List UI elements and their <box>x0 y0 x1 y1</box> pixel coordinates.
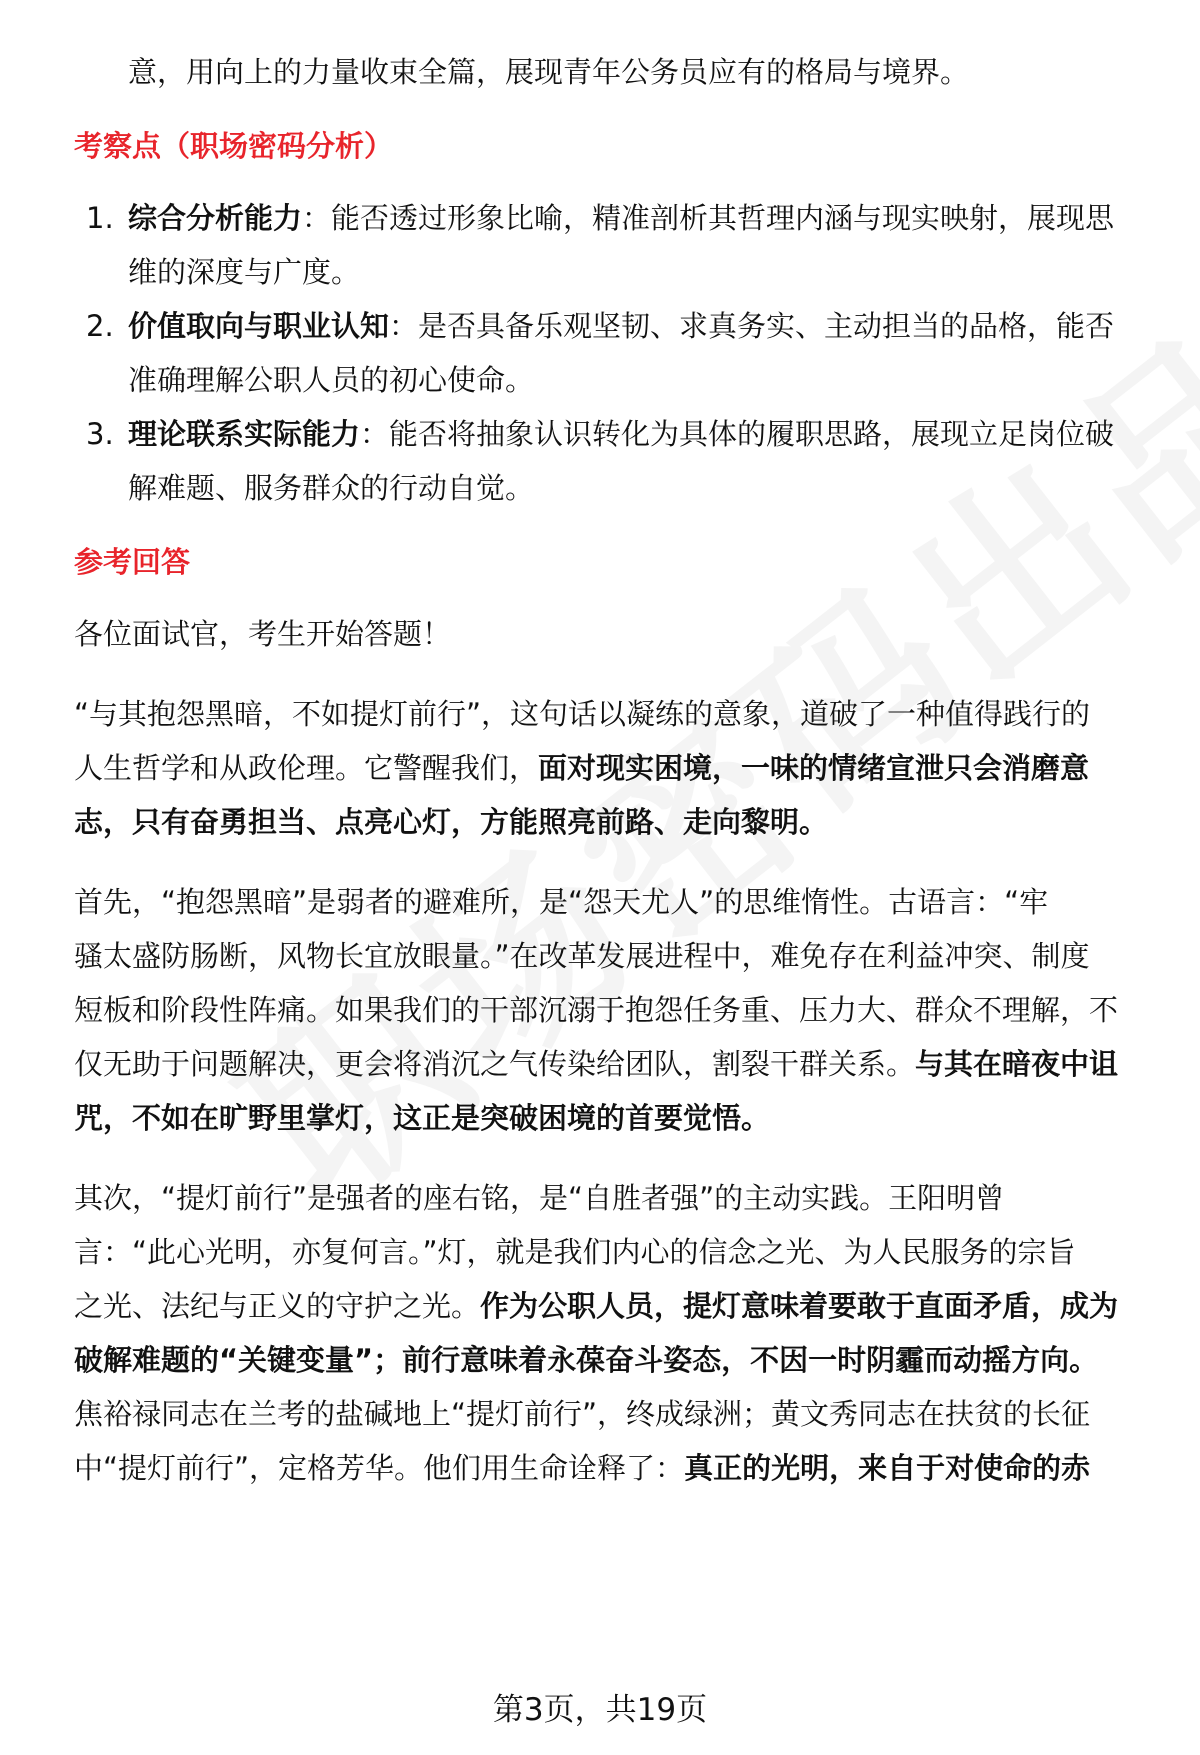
list-item-title: 理论联系实际能力 <box>128 417 361 451</box>
list-item-title: 综合分析能力 <box>128 201 303 235</box>
paragraph-3-emphasis-line: 破解难题的“关键变量”；前行意味着永葆奋斗姿态，不因一时阴霾而动摇方向。 <box>74 1343 1099 1377</box>
list-item <box>128 304 1114 348</box>
paragraph-text: 之光、法纪与正义的守护之光。 <box>74 1289 481 1323</box>
section-heading-reference-answer: 参考回答 <box>74 545 191 579</box>
list-item-text: ：是否具备乐观坚韧、求真务实、主动担当的品格，能否 <box>389 309 1115 343</box>
paragraph-2-line: 短板和阶段性阵痛。如果我们的干部沉溺于抱怨任务重、压力大、群众不理解，不 <box>74 993 1119 1027</box>
paragraph-1-line: “与其抱怨黑暗，不如提灯前行”，这句话以凝练的意象，道破了一种值得践行的 <box>74 697 1091 731</box>
paragraph-3-line <box>74 1446 1090 1490</box>
paragraph-1-emphasis-line: 志，只有奋勇担当、点亮心灯，方能照亮前路、走向黎明。 <box>74 805 829 839</box>
paragraph-2-emphasis-line: 咒，不如在旷野里掌灯，这正是突破困境的首要觉悟。 <box>74 1101 771 1135</box>
section-heading-exam-points: 考察点（职场密码分析） <box>74 129 394 163</box>
paragraph-2-line: 骚太盛防肠断，风物长宜放眼量。”在改革发展进程中，难免存在利益冲突、制度 <box>74 939 1090 973</box>
paragraph-text: 中“提灯前行”，定格芳华。他们用生命诠释了： <box>74 1451 685 1485</box>
list-item <box>128 196 1114 240</box>
paragraph-emphasis: 与其在暗夜中诅 <box>915 1047 1119 1081</box>
paragraph-emphasis: 面对现实困境，一味的情绪宣泄只会消磨意 <box>538 751 1090 785</box>
paragraph-2-line: 首先，“抱怨黑暗”是弱者的避难所，是“怨天尤人”的思维惰性。古语言：“牢 <box>74 885 1049 919</box>
list-item-text: ：能否透过形象比喻，精准剖析其哲理内涵与现实映射，展现思 <box>302 201 1115 235</box>
answer-greeting: 各位面试官，考生开始答题！ <box>74 617 452 651</box>
paragraph-emphasis: 真正的光明，来自于对使命的赤 <box>684 1451 1091 1485</box>
page-number-footer: 第3页，共19页 <box>492 1692 708 1728</box>
list-item-number: 3. <box>86 417 114 451</box>
paragraph-text: 仅无助于问题解决，更会将消沉之气传染给团队，割裂干群关系。 <box>74 1047 916 1081</box>
list-item-text: ：能否将抽象认识转化为具体的履职思路，展现立足岗位破 <box>360 417 1115 451</box>
list-item-text-cont: 维的深度与广度。 <box>128 255 361 289</box>
list-item-text-cont: 准确理解公职人员的初心使命。 <box>128 363 535 397</box>
paragraph-emphasis: 作为公职人员，提灯意味着要敢于直面矛盾，成为 <box>480 1289 1119 1323</box>
paragraph-3-line: 焦裕禄同志在兰考的盐碱地上“提灯前行”，终成绿洲；黄文秀同志在扶贫的长征 <box>74 1397 1091 1431</box>
list-item-title: 价值取向与职业认知 <box>128 309 390 343</box>
list-item <box>128 412 1114 456</box>
list-item-number: 2. <box>86 309 114 343</box>
intro-tail: 意，用向上的力量收束全篇，展现青年公务员应有的格局与境界。 <box>128 55 970 89</box>
paragraph-3-line: 其次，“提灯前行”是强者的座右铭，是“自胜者强”的主动实践。王阳明曾 <box>74 1181 1005 1215</box>
paragraph-1-line <box>74 746 1089 790</box>
list-item-text-cont: 解难题、服务群众的行动自觉。 <box>128 471 535 505</box>
paragraph-3-line <box>74 1284 1118 1328</box>
list-item-number: 1. <box>86 201 114 235</box>
paragraph-text: 人生哲学和从政伦理。它警醒我们， <box>74 751 539 785</box>
paragraph-2-line <box>74 1042 1118 1086</box>
paragraph-3-line: 言：“此心光明，亦复何言。”灯，就是我们内心的信念之光、为人民服务的宗旨 <box>74 1235 1076 1269</box>
